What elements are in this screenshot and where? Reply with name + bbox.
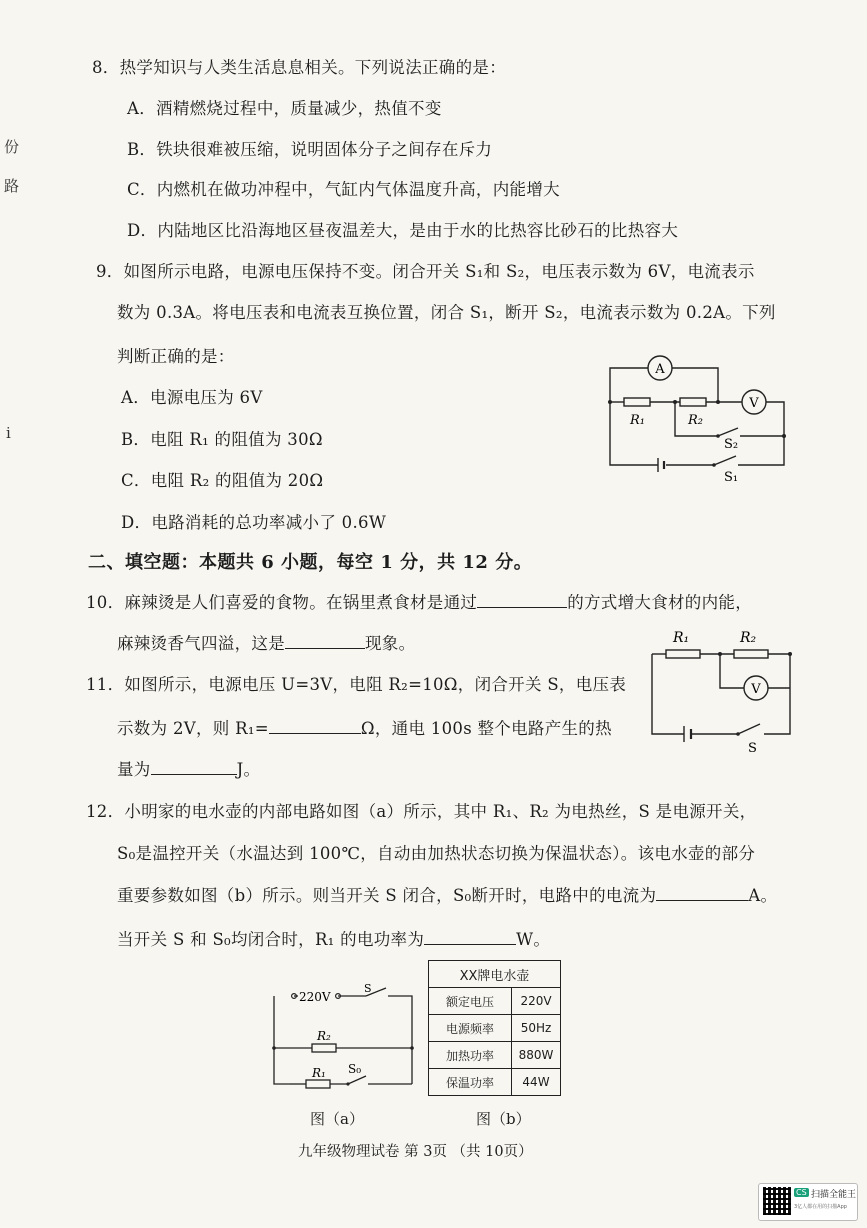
kettle-spec-table — [428, 960, 561, 1096]
fig-a-caption: 图（a） — [310, 1110, 364, 1128]
q12-text-3: 当开关 S 和 S₀均闭合时，R₁ 的电功率为 — [117, 930, 425, 949]
q10-line-1 — [86, 589, 752, 613]
q10-text-4: 现象。 — [365, 634, 416, 653]
q11-line-2 — [117, 715, 612, 739]
q11-text-1: 示数为 2V，则 R₁= — [117, 719, 269, 738]
fig-a-r1-label: R₁ — [312, 1066, 326, 1080]
q10-line-2 — [117, 630, 415, 654]
q12-blank-1[interactable] — [656, 884, 748, 901]
q9-ammeter-label: A — [655, 362, 665, 377]
q12-line-1: 12．小明家的电水壶的内部电路如图（a）所示，其中 R₁、R₂ 为电热丝，S 是电源开关， — [86, 802, 757, 821]
spec-title: XX牌电水壶 — [429, 961, 561, 988]
margin-mark-1: 份 — [4, 138, 20, 156]
spec-value: 50Hz — [512, 1015, 561, 1042]
q12-line-4 — [117, 926, 550, 950]
q10-text-1: 10．麻辣烫是人们喜爱的食物。在锅里煮食材是通过 — [86, 593, 478, 612]
q10-text-2: 的方式增大食材的内能， — [567, 593, 753, 612]
fig-a-source-label: 220V — [299, 990, 331, 1004]
q9-line-2: 数为 0.3A。将电压表和电流表互换位置，闭合 S₁，断开 S₂，电流表示数为 0.2A。下列 — [117, 303, 776, 322]
fig-a-switch-s-label: S — [364, 982, 372, 995]
q11-voltmeter-label: V — [751, 682, 761, 697]
q8-option-c: C．内燃机在做功冲程中，气缸内气体温度升高，内能增大 — [127, 180, 560, 199]
q12-line-2: S₀是温控开关（水温达到 100℃，自动由加热状态切换为保温状态）。该电水壶的部分 — [117, 844, 756, 863]
fig-a-r2-label: R₂ — [317, 1029, 331, 1043]
scanner-name: 扫描全能王 — [811, 1190, 857, 1200]
q12-figure-b — [428, 960, 561, 1096]
q11-blank-2[interactable] — [151, 758, 237, 775]
spec-key: 额定电压 — [429, 988, 512, 1015]
q10-blank-2[interactable] — [285, 632, 365, 649]
q8-option-d: D．内陆地区比沿海地区昼夜温差大，是由于水的比热容比砂石的比热容大 — [127, 221, 679, 240]
q12-text-1: 重要参数如图（b）所示。则当开关 S 闭合，S₀断开时，电路中的电流为 — [117, 886, 657, 905]
spec-value: 220V — [512, 988, 561, 1015]
q8-stem: 8．热学知识与人类生活息息相关。下列说法正确的是： — [92, 58, 506, 77]
q9-option-d: D．电路消耗的总功率减小了 0.6W — [121, 513, 387, 532]
page-footer: 九年级物理试卷 第 3页 （共 10页） — [298, 1144, 533, 1160]
spec-key: 加热功率 — [429, 1042, 512, 1069]
q9-line-3: 判断正确的是： — [117, 347, 235, 366]
q12-text-2: A。 — [748, 886, 778, 905]
fig-a-s0-label: S₀ — [348, 1062, 362, 1076]
q11-line-1: 11．如图所示，电源电压 U=3V，电阻 R₂=10Ω，闭合开关 S，电压表 — [86, 675, 627, 694]
spec-value: 880W — [512, 1042, 561, 1069]
q9-option-b: B．电阻 R₁ 的阻值为 30Ω — [121, 430, 323, 449]
q11-text-3: 量为 — [117, 760, 151, 779]
scanner-tagline: 3亿人都在用的扫描App — [794, 1204, 847, 1210]
q9-circuit-diagram — [600, 348, 800, 488]
spec-key: 电源频率 — [429, 1015, 512, 1042]
q8-option-a: A．酒精燃烧过程中，质量减少，热值不变 — [127, 99, 442, 118]
q12-text-4: W。 — [516, 930, 551, 949]
spec-row — [429, 1042, 561, 1069]
spec-value: 44W — [512, 1069, 561, 1096]
q9-r1-label: R₁ — [630, 413, 645, 428]
spec-title-row — [429, 961, 561, 988]
section-2-heading: 二、填空题：本题共 6 小题，每空 1 分，共 12 分。 — [88, 552, 533, 573]
q10-text-3: 麻辣烫香气四溢，这是 — [117, 634, 285, 653]
fig-b-caption: 图（b） — [476, 1110, 531, 1128]
qr-code-icon — [763, 1187, 791, 1215]
q10-blank-1[interactable] — [477, 591, 567, 608]
q12-figure-a — [262, 980, 422, 1104]
q9-line-1: 9．如图所示电路，电源电压保持不变。闭合开关 S₁和 S₂，电压表示数为 6V，电流表示 — [96, 262, 755, 281]
q9-option-a: A．电源电压为 6V — [121, 388, 263, 407]
q9-voltmeter-label: V — [749, 396, 759, 411]
q11-text-2: Ω，通电 100s 整个电路产生的热 — [360, 719, 612, 738]
q11-blank-1[interactable] — [269, 717, 361, 734]
q11-line-3 — [117, 756, 260, 780]
q12-line-3 — [117, 882, 777, 906]
spec-row — [429, 1069, 561, 1096]
spec-key: 保温功率 — [429, 1069, 512, 1096]
spec-row — [429, 988, 561, 1015]
q11-switch-label: S — [748, 741, 757, 756]
q9-option-c: C．电阻 R₂ 的阻值为 20Ω — [121, 471, 324, 490]
scanner-logo: CS — [796, 1188, 807, 1197]
q9-s2-label: S₂ — [724, 437, 739, 452]
scanner-watermark — [758, 1183, 858, 1221]
q9-r2-label: R₂ — [688, 413, 703, 428]
q11-r1-label: R₁ — [673, 630, 690, 646]
q12-blank-2[interactable] — [424, 928, 516, 945]
q8-option-b: B．铁块很难被压缩，说明固体分子之间存在斥力 — [127, 140, 493, 159]
spec-row — [429, 1015, 561, 1042]
margin-mark-3: i — [6, 424, 11, 442]
q11-text-4: J。 — [236, 760, 261, 779]
margin-mark-2: 路 — [4, 177, 20, 195]
q11-circuit-diagram — [640, 620, 810, 760]
q9-s1-label: S₁ — [724, 470, 739, 485]
q11-r2-label: R₂ — [740, 630, 757, 646]
